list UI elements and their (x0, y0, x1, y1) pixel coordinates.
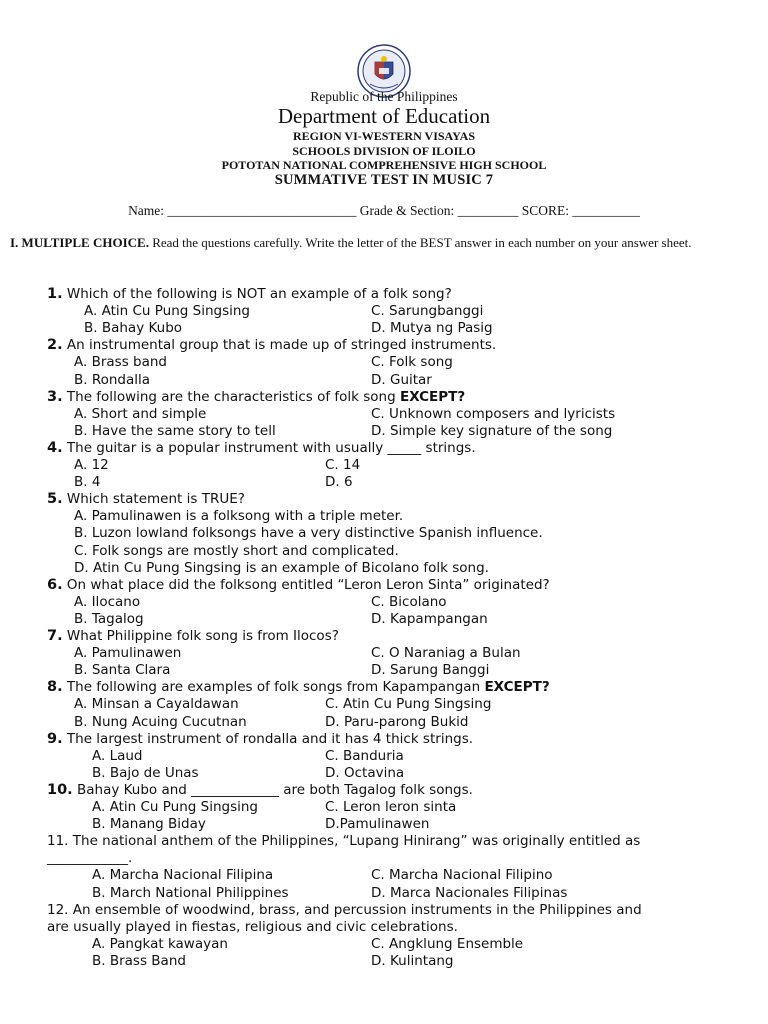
answer-option: D. Sarung Banggi (371, 662, 490, 679)
answer-option: A. Marcha Nacional Filipina (92, 867, 274, 884)
answer-option: A. Pamulinawen is a folksong with a triple meter. (74, 508, 404, 525)
answer-option: A. Short and simple (74, 405, 207, 422)
question-number: 1. (47, 286, 63, 302)
question-stem (47, 782, 473, 799)
question-emphasis: EXCEPT? (484, 679, 550, 696)
answer-option: D. Octavina (325, 764, 405, 781)
question-text: The following are the characteristics of folk song (62, 388, 400, 405)
instructions-text: Read the questions carefully. Write the letter of the BEST answer in each number on your answer sheet. (148, 235, 692, 250)
question-text-continued: are usually played in fiestas, religious and civic celebrations. (47, 918, 458, 935)
answer-option: C. Angklung Ensemble (371, 935, 524, 952)
answer-option: A. Ilocano (74, 593, 141, 610)
question-number: 2. (47, 337, 63, 354)
header-division: SCHOOLS DIVISION OF ILOILO (292, 144, 476, 158)
question-number: 3. (47, 388, 63, 405)
answer-option: D. Kulintang (371, 952, 454, 969)
question-text: The following are examples of folk songs from Kapampangan (62, 679, 485, 696)
question-stem (47, 491, 245, 508)
header-region: REGION VI-WESTERN VISAYAS (292, 129, 476, 143)
answer-option: A. Brass band (74, 354, 167, 371)
question-stem (47, 902, 642, 919)
answer-option: B. March National Philippines (92, 884, 289, 901)
answer-option: D. 6 (325, 474, 353, 491)
name-grade-score-line: Name: ____________________________ Grade & Section: _________ SCORE: __________ (128, 203, 640, 218)
question-text: 12. An ensemble of woodwind, brass, and percussion instruments in the Philippines and (47, 901, 642, 918)
answer-option: C. Folk songs are mostly short and complicated. (74, 542, 399, 559)
question-emphasis: EXCEPT? (399, 388, 466, 405)
question-number: 6. (47, 576, 63, 593)
answer-option: B. Bahay Kubo (84, 320, 183, 337)
question-text: The guitar is a popular instrument with usually _____ strings. (62, 439, 476, 456)
answer-option: A. Pangkat kawayan (92, 935, 228, 952)
answer-option: B. Tagalog (74, 610, 144, 627)
question-stem (47, 440, 476, 457)
question-stem (47, 577, 550, 594)
answer-option: D. Mutya ng Pasig (371, 320, 493, 337)
answer-option: D. Guitar (371, 371, 432, 388)
answer-option: D. Simple key signature of the song (371, 422, 613, 439)
answer-option: D. Marca Nacionales Filipinas (371, 884, 568, 901)
answer-option: C. Leron leron sinta (325, 799, 457, 815)
answer-option: A. Laud (92, 747, 143, 764)
question-stem (47, 628, 339, 645)
instructions-label: I. MULTIPLE CHOICE. (10, 235, 149, 250)
header-school: POTOTAN NATIONAL COMPREHENSIVE HIGH SCHOOL (221, 158, 547, 172)
question-text: Which statement is TRUE? (62, 491, 245, 508)
answer-option: B. Brass Band (92, 952, 186, 969)
answer-option: C. 14 (325, 457, 361, 473)
answer-option: B. Santa Clara (74, 662, 171, 679)
answer-option: B. Manang Biday (92, 816, 206, 833)
question-number: 10. (47, 781, 73, 798)
question-text: Which of the following is NOT an example of a folk song? (62, 286, 452, 302)
answer-option: C. Banduria (325, 747, 404, 764)
question-stem (47, 337, 496, 354)
question-number: 8. (47, 679, 63, 696)
answer-option: B. 4 (74, 474, 101, 491)
answer-option: B. Luzon lowland folksongs have a very distinctive Spanish influence. (74, 525, 543, 542)
answer-option: A. Minsan a Cayaldawan (74, 696, 239, 713)
question-stem (47, 731, 473, 748)
instructions (10, 234, 758, 252)
answer-option: A. Atin Cu Pung Singsing (84, 303, 250, 320)
answer-option: C. Folk song (371, 354, 453, 371)
answer-option: B. Have the same story to tell (74, 422, 276, 439)
answer-option: A. Pamulinawen (74, 645, 182, 662)
header-republic: Republic of the Philippines (310, 89, 458, 104)
test-title: SUMMATIVE TEST IN MUSIC 7 (274, 172, 494, 188)
question-text: 11. The national anthem of the Philippines, “Lupang Hinirang” was originally entitled as (47, 833, 641, 850)
answer-option: C. O Naraniag a Bulan (371, 645, 521, 662)
answer-option: C. Marcha Nacional Filipino (371, 867, 553, 884)
answer-option: D.Pamulinawen (325, 816, 430, 833)
answer-option: B. Rondalla (74, 371, 151, 388)
question-number: 7. (47, 628, 63, 644)
question-stem (47, 833, 640, 850)
answer-option: C. Atin Cu Pung Singsing (325, 696, 492, 713)
question-text: An instrumental group that is made up of stringed instruments. (62, 337, 497, 354)
question-number: 9. (47, 730, 63, 747)
question-text: On what place did the folksong entitled “Leron Leron Sinta” originated? (62, 576, 550, 593)
answer-option: C. Sarungbanggi (371, 303, 484, 320)
question-stem (47, 679, 550, 696)
question-number: 5. (47, 491, 63, 508)
answer-option: C. Bicolano (371, 593, 447, 610)
question-text: The largest instrument of rondalla and it has 4 thick strings. (62, 730, 474, 747)
question-text: What Philippine folk song is from Ilocos? (62, 628, 339, 644)
answer-option: D. Paru-parong Bukid (325, 713, 469, 730)
question-number: 4. (47, 439, 63, 456)
question-text-continued: ____________. (47, 850, 133, 867)
question-stem (47, 286, 452, 303)
answer-option: D. Kapampangan (371, 610, 488, 627)
header-department: Department of Education (277, 104, 491, 128)
answer-option: A. Atin Cu Pung Singsing (92, 799, 258, 815)
answer-option: A. 12 (74, 457, 109, 473)
question-stem (47, 389, 465, 406)
question-text: Bahay Kubo and _____________ are both Tagalog folk songs. (72, 781, 473, 798)
answer-option: D. Atin Cu Pung Singsing is an example of Bicolano folk song. (74, 559, 489, 576)
answer-option: B. Bajo de Unas (92, 764, 199, 781)
answer-option: B. Nung Acuing Cucutnan (74, 713, 247, 730)
answer-option: C. Unknown composers and lyricists (371, 405, 616, 422)
